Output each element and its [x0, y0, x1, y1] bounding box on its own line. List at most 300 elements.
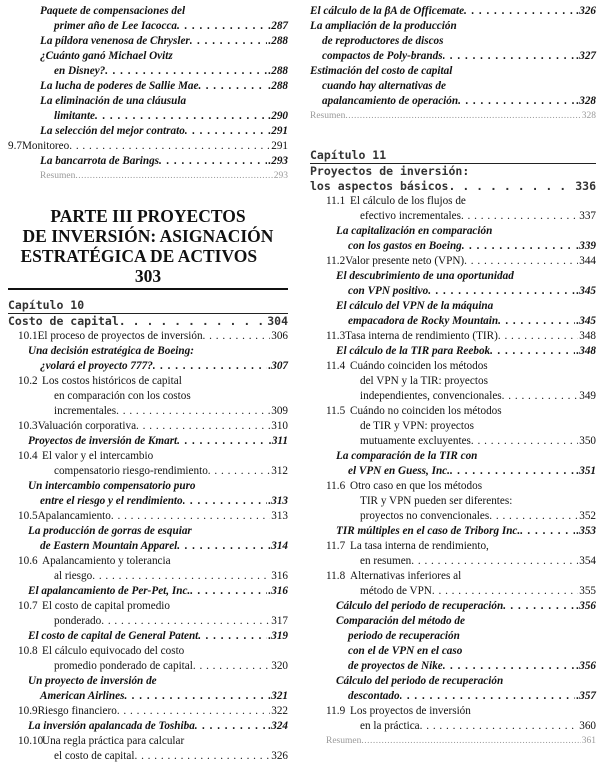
leader-dots: [193, 659, 270, 674]
toc-entry: [310, 284, 596, 299]
entry-title: El cálculo equivocado del costo: [42, 645, 185, 657]
toc-entry: [310, 464, 596, 479]
section-number: 10.5: [18, 510, 38, 522]
leader-dots: [75, 169, 272, 184]
entry-title: de Eastern Mountain Apparel: [40, 540, 178, 552]
page-number: 326: [271, 750, 288, 762]
page-number: 344: [579, 255, 596, 267]
toc-section-entry: [8, 329, 288, 344]
toc-entry: [310, 719, 596, 734]
entry-title: Tasa interna de rendimiento (TIR): [345, 330, 498, 342]
section-number: 11.7: [326, 540, 346, 552]
chapter-10-label: Capítulo 10: [8, 298, 85, 312]
toc-entry: [8, 689, 288, 704]
leader-dots: [443, 659, 576, 674]
entry-title: Cuándo coinciden los métodos: [350, 360, 488, 372]
page-number: .288: [268, 35, 288, 47]
toc-entry: [8, 34, 288, 49]
toc-entry: [310, 239, 596, 254]
leader-dots: [185, 124, 268, 139]
entry-title: empacadora de Rocky Mountain: [348, 315, 499, 327]
entry-title: Un proyecto de inversión de: [28, 675, 157, 687]
leader-dots: [198, 629, 267, 644]
toc-entry: [8, 79, 288, 94]
entry-title: Una decisión estratégica de Boeing:: [28, 345, 194, 357]
entry-title: Apalancamiento: [37, 510, 111, 522]
leader-dots: [432, 584, 578, 599]
page-number: 322: [271, 705, 288, 717]
section-number: 11.6: [326, 480, 346, 492]
toc-entry: [310, 419, 596, 434]
section-number: 11.2: [326, 255, 346, 267]
page-number: .351: [576, 465, 596, 477]
toc-entry: [310, 209, 596, 224]
entry-title: ¿volará el proyecto 777?: [40, 360, 153, 372]
toc-entry: [8, 569, 288, 584]
toc-entry: [310, 674, 596, 689]
toc-entry: [310, 494, 596, 509]
toc-entry: [8, 109, 288, 124]
entry-title: La selección del mejor contrato: [40, 125, 185, 137]
entry-title: El costo de capital promedio: [42, 600, 170, 612]
toc-entry: [310, 314, 596, 329]
toc-list-chapter9-tail: [8, 4, 288, 184]
page-number: .326: [576, 5, 596, 17]
entry-title: el VPN en Guess, Inc.: [348, 465, 450, 477]
toc-entry: [8, 584, 288, 599]
entry-title: El cálculo de los flujos de: [350, 195, 466, 207]
section-number: 10.4: [18, 450, 38, 462]
page-number: 320: [271, 660, 288, 672]
leader-dots: [428, 284, 575, 299]
entry-title: Estimación del costo de capital: [310, 65, 453, 77]
toc-entry: [310, 344, 596, 359]
entry-title: primer año de Lee Iacocca: [54, 20, 178, 32]
leader-dots: [443, 49, 576, 64]
left-column: [8, 4, 288, 764]
entry-title: promedio ponderado de capital: [54, 660, 193, 672]
toc-entry: [310, 644, 596, 659]
section-number: 10.1: [18, 330, 38, 342]
page-number: .356: [576, 600, 596, 612]
leader-dots: [92, 569, 270, 584]
entry-title: en comparación con los costos: [54, 390, 191, 402]
entry-title: descontado: [348, 690, 400, 702]
toc-section-entry: [310, 569, 596, 584]
entry-title: limitante: [54, 110, 96, 122]
entry-title: Cálculo del periodo de recuperación: [336, 600, 504, 612]
entry-title: El cálculo de la βA de Officemate: [310, 5, 465, 17]
toc-entry: [310, 49, 596, 64]
toc-entry: [310, 599, 596, 614]
entry-title: La bancarrota de Barings: [40, 155, 160, 167]
leader-dots: [177, 19, 267, 34]
section-number: 10.9: [18, 705, 38, 717]
leader-dots: [105, 64, 267, 79]
page-number: 328: [581, 111, 596, 121]
page-number: 349: [579, 390, 596, 402]
entry-title: Los proyectos de inversión: [350, 705, 471, 717]
chapter-10-page: 304: [267, 314, 288, 328]
part-heading: [8, 206, 288, 290]
leader-dots: [461, 209, 578, 224]
entry-title: El apalancamiento de Per-Pet, Inc.: [28, 585, 191, 597]
entry-title: en resumen: [360, 555, 412, 567]
leader-dots: [420, 719, 579, 734]
leader-dots: [361, 734, 580, 749]
entry-title: del VPN y la TIR: proyectos: [360, 375, 488, 387]
toc-entry: [8, 659, 288, 674]
entry-title: El cálculo del VPN de la máquina: [336, 300, 494, 312]
toc-section-entry: [8, 704, 288, 719]
entry-title: El proceso de proyectos de inversión: [37, 330, 203, 342]
toc-section-entry: [8, 449, 288, 464]
section-number: 11.1: [326, 195, 346, 207]
chapter-11-label: Capítulo 11: [310, 148, 387, 162]
page-number: 317: [271, 615, 288, 627]
entry-title: incrementales: [54, 405, 117, 417]
entry-title: independientes, convencionales: [360, 390, 502, 402]
toc-section-entry: [8, 599, 288, 614]
chapter-11-title-line1: Proyectos de inversión:: [310, 164, 470, 178]
entry-title: Paquete de compensaciones del: [40, 5, 186, 17]
entry-title: el costo de capital: [54, 750, 135, 762]
entry-title: Cuándo no coinciden los métodos: [350, 405, 502, 417]
toc-section-entry: [8, 419, 288, 434]
entry-title: La píldora venenosa de Chrysler: [40, 35, 190, 47]
toc-list-chapter11: [310, 194, 596, 749]
page-number: 310: [271, 420, 288, 432]
toc-section-entry: [310, 479, 596, 494]
toc-entry: [310, 94, 596, 109]
part-heading-line3-text: ESTRATÉGICA DE ACTIVOS: [20, 246, 258, 266]
page-number: .314: [268, 540, 288, 552]
page-number: .353: [576, 525, 596, 537]
leader-dots: [400, 689, 576, 704]
toc-section-entry: [310, 194, 596, 209]
leader-dots: [195, 719, 268, 734]
toc-entry: [310, 584, 596, 599]
page-number: .293: [268, 155, 288, 167]
toc-entry: [8, 479, 288, 494]
chapter-11-title-row: [310, 179, 596, 194]
toc-list-chapter10-tail: [310, 4, 596, 124]
toc-section-entry: [8, 554, 288, 569]
leader-dots: [116, 404, 270, 419]
page-number: .307: [268, 360, 288, 372]
leader-dots: [462, 239, 576, 254]
leader-dots: [111, 509, 270, 524]
entry-title: Apalancamiento y tolerancia: [42, 555, 171, 567]
toc-entry: [310, 299, 596, 314]
leader-dots: [198, 79, 267, 94]
page-number: 337: [579, 210, 596, 222]
leader-dots: [177, 434, 268, 449]
toc-entry: [310, 434, 596, 449]
entry-title: periodo de recuperación: [348, 630, 460, 642]
right-column: [310, 4, 596, 749]
entry-title: La tasa interna de rendimiento,: [350, 540, 489, 552]
toc-summary-entry: [310, 734, 596, 749]
section-number: 10.10: [18, 735, 44, 747]
leader-dots: [69, 139, 270, 154]
entry-title: ¿Cuánto ganó Michael Ovitz: [40, 50, 173, 62]
page-number: 355: [579, 585, 596, 597]
leader-dots: [159, 154, 267, 169]
page-number: .321: [268, 690, 288, 702]
entry-title: La lucha de poderes de Sallie Mae: [40, 80, 199, 92]
page-number: 306: [271, 330, 288, 342]
entry-title: La ampliación de la producción: [310, 20, 457, 32]
entry-title: en la práctica: [360, 720, 420, 732]
toc-entry: [310, 509, 596, 524]
toc-entry: [310, 449, 596, 464]
entry-title: entre el riesgo y el rendimiento: [40, 495, 183, 507]
leader-dots: [503, 599, 575, 614]
leader-dots: [190, 34, 268, 49]
chapter-10-title: Costo de capital: [8, 314, 119, 328]
page-number: .345: [576, 315, 596, 327]
page-number: .313: [268, 495, 288, 507]
section-number: 11.3: [326, 330, 346, 342]
page-number: 309: [271, 405, 288, 417]
toc-entry: [8, 64, 288, 79]
toc-entry: [8, 49, 288, 64]
entry-title: mutuamente excluyentes: [360, 435, 471, 447]
leader-dots: [471, 434, 578, 449]
toc-entry: [8, 359, 288, 374]
page-number: .288: [268, 80, 288, 92]
entry-title: La comparación de la TIR con: [336, 450, 478, 462]
toc-entry: [8, 154, 288, 169]
toc-entry: [310, 524, 596, 539]
chapter-11-title-line2: los aspectos básicos: [310, 179, 449, 193]
leader-dots: [177, 539, 267, 554]
section-number: 11.9: [326, 705, 346, 717]
part-heading-line3: [8, 246, 288, 286]
section-number: 11.8: [326, 570, 346, 582]
page-number: 312: [271, 465, 288, 477]
page-number: .339: [576, 240, 596, 252]
page-number: 316: [271, 570, 288, 582]
toc-entry: [8, 389, 288, 404]
entry-title: Los costos históricos de capital: [42, 375, 182, 387]
entry-title: Cálculo del periodo de recuperación: [336, 675, 504, 687]
entry-title: El costo de capital de General Patent: [28, 630, 199, 642]
chapter-11-page: 336: [575, 179, 596, 193]
toc-entry: [310, 224, 596, 239]
entry-title: compactos de Poly-brands: [322, 50, 443, 62]
leader-dots: [489, 509, 578, 524]
toc-section-entry: [8, 374, 288, 389]
toc-section-entry: [8, 509, 288, 524]
toc-entry: [8, 524, 288, 539]
toc-summary-entry: [8, 169, 288, 184]
leader-dots: [119, 314, 267, 329]
toc-section-entry: [310, 329, 596, 344]
entry-title: proyectos no convencionales: [360, 510, 490, 522]
entry-title: compensatorio riesgo-rendimiento: [54, 465, 208, 477]
entry-title: efectivo incrementales: [360, 210, 461, 222]
entry-title: Comparación del método de: [336, 615, 465, 627]
entry-title: Resumen: [310, 111, 346, 121]
toc-entry: [8, 614, 288, 629]
section-number: 9.7: [8, 140, 22, 152]
toc-entry: [8, 464, 288, 479]
toc-entry: [8, 674, 288, 689]
page-number: .357: [576, 690, 596, 702]
toc-entry: [8, 719, 288, 734]
toc-entry: [310, 269, 596, 284]
entry-title: con los gastos en Boeing: [348, 240, 462, 252]
toc-entry: [310, 374, 596, 389]
leader-dots: [450, 464, 575, 479]
part-heading-line1: PARTE III PROYECTOS: [50, 206, 246, 226]
page-number: 293: [273, 171, 288, 181]
toc-section-entry: [310, 704, 596, 719]
entry-title: Alternativas inferiores al: [350, 570, 462, 582]
toc-entry: [8, 434, 288, 449]
page-number: 361: [581, 736, 596, 746]
leader-dots: [490, 344, 575, 359]
entry-title: American Airlines: [40, 690, 125, 702]
toc-entry: [8, 539, 288, 554]
part-heading-line2: DE INVERSIÓN: ASIGNACIÓN: [22, 226, 274, 246]
page-number: .345: [576, 285, 596, 297]
page-number: .356: [576, 660, 596, 672]
entry-title: El cálculo de la TIR para Reebok: [336, 345, 491, 357]
toc-section-entry: [8, 644, 288, 659]
toc-entry: [8, 749, 288, 764]
page-number: .324: [268, 720, 288, 732]
entry-title: La eliminación de una cláusula: [40, 95, 187, 107]
entry-title: de proyectos de Nike: [348, 660, 443, 672]
section-number: 10.7: [18, 600, 38, 612]
leader-dots: [183, 494, 268, 509]
leader-dots: [153, 359, 268, 374]
page-number: 360: [579, 720, 596, 732]
entry-title: Proyectos de inversión de Kmart: [28, 435, 178, 447]
leader-dots: [464, 4, 575, 19]
entry-title: en Disney?: [54, 65, 106, 77]
toc-section-entry: [310, 254, 596, 269]
leader-dots: [498, 314, 575, 329]
part-heading-page: 303: [134, 266, 162, 286]
page-number: .290: [268, 110, 288, 122]
toc-entry: [8, 404, 288, 419]
page-number: .327: [576, 50, 596, 62]
entry-title: TIR y VPN pueden ser diferentes:: [360, 495, 513, 507]
leader-dots: [502, 389, 579, 404]
toc-section-entry: [310, 359, 596, 374]
leader-dots: [95, 109, 267, 124]
entry-title: El descubrimiento de una oportunidad: [336, 270, 514, 282]
entry-title: Un intercambio compensatorio puro: [28, 480, 196, 492]
section-number: 10.2: [18, 375, 38, 387]
section-number: 10.3: [18, 420, 38, 432]
entry-title: TIR múltiples en el caso de Triborg Inc.: [336, 525, 521, 537]
entry-title: Una regla práctica para calcular: [42, 735, 185, 747]
section-number: 11.4: [326, 360, 346, 372]
entry-title: La capitalización en comparación: [336, 225, 493, 237]
toc-entry: [8, 344, 288, 359]
page-number: 291: [271, 140, 288, 152]
page-number: .319: [268, 630, 288, 642]
toc-section-entry: [310, 539, 596, 554]
page-number: 348: [579, 330, 596, 342]
entry-title: con VPN positivo: [348, 285, 429, 297]
toc-entry: [8, 4, 288, 19]
entry-title: Monitoreo: [21, 140, 70, 152]
page-number: 354: [579, 555, 596, 567]
leader-dots: [464, 254, 578, 269]
toc-entry: [310, 629, 596, 644]
toc-list-chapter10: [8, 329, 288, 764]
entry-title: método de VPN: [360, 585, 432, 597]
leader-dots: [101, 614, 270, 629]
page-number: 313: [271, 510, 288, 522]
leader-dots: [411, 554, 578, 569]
toc-entry: [8, 124, 288, 139]
leader-dots: [203, 329, 271, 344]
entry-title: con el de VPN en el caso: [348, 645, 463, 657]
toc-entry: [310, 554, 596, 569]
toc-entry: [310, 79, 596, 94]
toc-entry: [310, 389, 596, 404]
leader-dots: [458, 94, 575, 109]
leader-dots: [520, 524, 575, 539]
toc-section-entry: [8, 734, 288, 749]
toc-entry: [8, 94, 288, 109]
entry-title: La producción de gorras de esquiar: [28, 525, 192, 537]
leader-dots: [117, 704, 270, 719]
entry-title: Valuación corporativa: [37, 420, 137, 432]
page-number: 350: [579, 435, 596, 447]
toc-entry: [310, 64, 596, 79]
toc-entry: [310, 614, 596, 629]
chapter-10-title-row: [8, 314, 288, 329]
leader-dots: [448, 179, 575, 194]
toc-entry: [310, 19, 596, 34]
toc-section-entry: [310, 404, 596, 419]
toc-entry: [310, 34, 596, 49]
page-number: .348: [576, 345, 596, 357]
toc-summary-entry: [310, 109, 596, 124]
toc-entry: [8, 494, 288, 509]
entry-title: de TIR y VPN: proyectos: [360, 420, 474, 432]
entry-title: Otro caso en que los métodos: [350, 480, 483, 492]
toc-entry: [8, 629, 288, 644]
toc-entry: [310, 659, 596, 674]
toc-entry: [310, 689, 596, 704]
leader-dots: [208, 464, 270, 479]
entry-title: Valor presente neto (VPN): [345, 255, 465, 267]
entry-title: El valor y el intercambio: [42, 450, 154, 462]
leader-dots: [190, 584, 267, 599]
entry-title: apalancamiento de operación: [322, 95, 459, 107]
section-number: 10.8: [18, 645, 38, 657]
section-number: 10.6: [18, 555, 38, 567]
entry-title: Resumen: [40, 171, 76, 181]
leader-dots: [134, 749, 270, 764]
entry-title: al riesgo: [54, 570, 93, 582]
entry-title: ponderado: [54, 615, 102, 627]
page-number: .287: [268, 20, 288, 32]
page-number: .316: [268, 585, 288, 597]
page-number: .291: [268, 125, 288, 137]
entry-title: de reproductores de discos: [322, 35, 444, 47]
section-number: 11.5: [326, 405, 346, 417]
